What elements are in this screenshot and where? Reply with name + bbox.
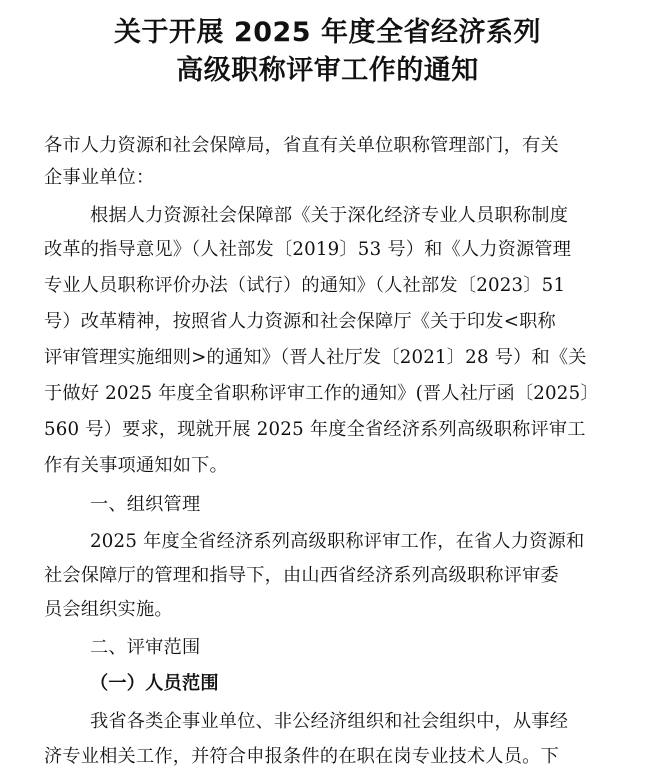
paragraph-2-line-2: 社会保障厅的管理和指导下，由山西省经济系列高级职称评审委 [44, 565, 559, 586]
subsection-1-heading: （一）人员范围 [90, 673, 219, 694]
paragraph-1-line-7: 560 号）要求，现就开展 2025 年度全省经济系列高级职称评审工 [44, 419, 586, 440]
notice-title-line-2: 高级职称评审工作的通知 [176, 55, 479, 86]
paragraph-1-line-1: 根据人力资源社会保障部《关于深化经济专业人员职称制度 [90, 205, 569, 226]
section-1-heading: 一、组织管理 [90, 494, 201, 515]
section-2-heading: 二、评审范围 [90, 637, 201, 658]
paragraph-3-line-1: 我省各类企事业单位、非公经济组织和社会组织中，从事经 [90, 711, 569, 732]
salutation-line-1: 各市人力资源和社会保障局，省直有关单位职称管理部门，有关 [44, 135, 559, 156]
paragraph-3-line-2: 济专业相关工作，并符合申报条件的在职在岗专业技术人员。下 [44, 746, 559, 767]
paragraph-1-line-4: 号）改革精神，按照省人力资源和社会保障厅《关于印发<职称 [44, 311, 556, 332]
paragraph-1-line-2: 改革的指导意见》（人社部发〔2019〕53 号）和《人力资源管理 [44, 239, 572, 260]
paragraph-1-line-8: 作有关事项通知如下。 [44, 455, 228, 476]
notice-title-line-1: 关于开展 2025 年度全省经济系列 [114, 17, 541, 48]
paragraph-2-line-1: 2025 年度全省经济系列高级职称评审工作，在省人力资源和 [90, 531, 585, 552]
salutation-line-2: 企事业单位： [44, 167, 155, 188]
paragraph-1-line-3: 专业人员职称评价办法（试行）的通知》（人社部发〔2023〕51 [44, 275, 566, 296]
paragraph-1-line-6: 于做好 2025 年度全省职称评审工作的通知》(晋人社厅函〔2025〕 [44, 383, 599, 404]
paragraph-1-line-5: 评审管理实施细则>的通知》（晋人社厅发〔2021〕28 号）和《关 [44, 347, 587, 368]
paragraph-2-line-3: 员会组织实施。 [44, 599, 173, 620]
